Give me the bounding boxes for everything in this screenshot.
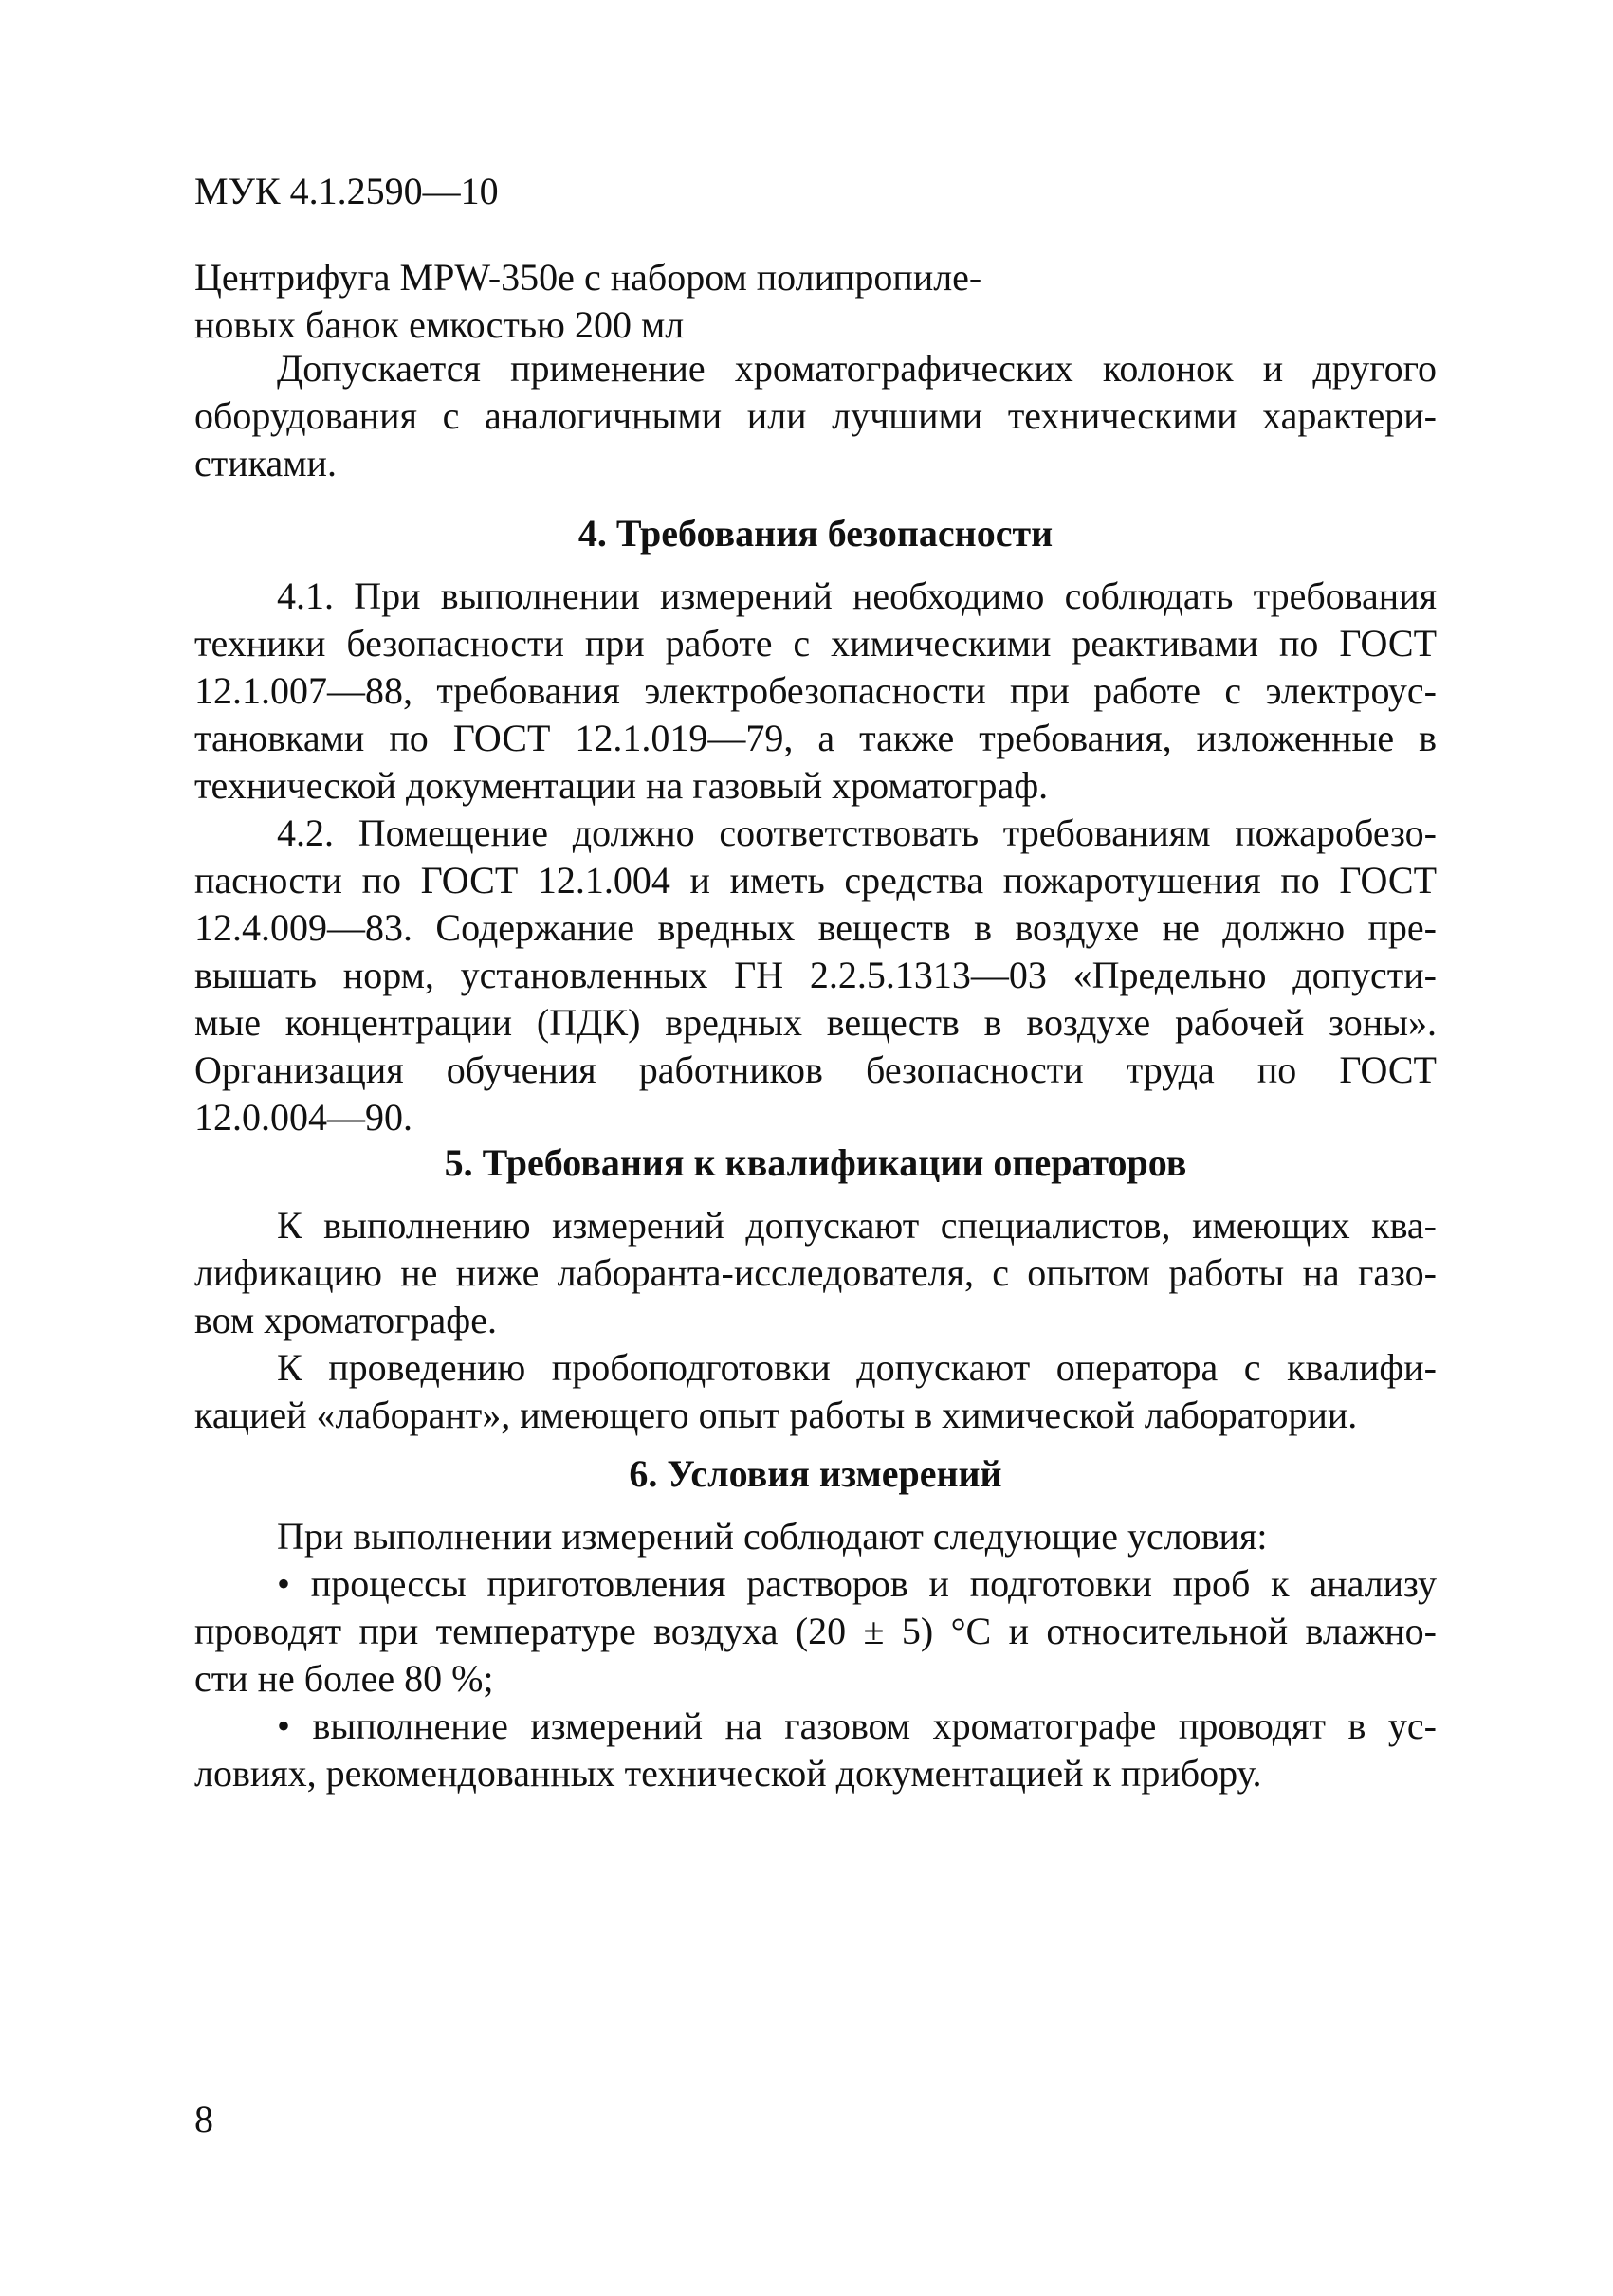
text-line: • выполнение измерений на газовом хроматографе проводят в ус-: [277, 1704, 1437, 1747]
text-line: 12.4.009—83. Содержание вредных веществ в воздухе не должно пре-: [194, 906, 1437, 949]
text-line: сти не более 80 %;: [194, 1657, 494, 1700]
text-line: 4.2. Помещение должно соответствовать требованиям пожаробезо-: [277, 811, 1437, 854]
text-line: 12.1.007—88, требования электробезопасности при работе с электроус-: [194, 669, 1437, 712]
text-line: 12.0.004—90.: [194, 1096, 412, 1139]
equipment-note-paragraph: [194, 345, 1437, 487]
text-line: кацией «лаборант», имеющего опыт работы в химической лаборатории.: [194, 1394, 1358, 1436]
text-line: Центрифуга MPW-350е с набором полипропиле-: [194, 256, 982, 299]
text-line: вышать норм, установленных ГН 2.2.5.1313—03 «Предельно допусти-: [194, 954, 1437, 996]
text-line: ловиях, рекомендованных технической документацией к прибору.: [194, 1752, 1262, 1795]
text-line: проводят при температуре воздуха (20 ± 5) °С и относительной влажно-: [194, 1610, 1437, 1652]
text-line: Допускается применение хроматографических колонок и другого: [277, 347, 1437, 390]
text-line: • процессы приготовления растворов и подготовки проб к анализу: [277, 1562, 1437, 1605]
text-line: стиками.: [194, 442, 337, 484]
section-5-title: 5. Требования к квалификации операторов: [444, 1141, 1187, 1184]
text-line: тановками по ГОСТ 12.1.019—79, а также требования, изложенные в: [194, 717, 1437, 759]
section-4-title: 4. Требования безопасности: [577, 512, 1054, 555]
section-4-paragraph-2: [194, 810, 1437, 1141]
text-line: При выполнении измерений соблюдают следующие условия:: [277, 1515, 1268, 1558]
section-6-bullet-1: [194, 1560, 1437, 1703]
text-line: 4.1. При выполнении измерений необходимо соблюдать требования: [277, 574, 1437, 617]
text-line: лификацию не ниже лаборанта-исследователя, с опытом работы на газо-: [194, 1251, 1437, 1294]
text-line: вом хроматографе.: [194, 1299, 497, 1341]
section-5-paragraph-2: [194, 1344, 1437, 1439]
section-6-intro: [194, 1513, 1437, 1560]
page-number: 8: [194, 2098, 213, 2141]
section-6-title: 6. Условия измерений: [629, 1452, 1002, 1495]
equipment-item: [194, 254, 1437, 349]
text-line: мые концентрации (ПДК) вредных веществ в воздухе рабочей зоны».: [194, 1001, 1437, 1044]
text-line: Организация обучения работников безопасности труда по ГОСТ: [194, 1048, 1437, 1091]
section-5-paragraph-1: [194, 1202, 1437, 1344]
text-line: техники безопасности при работе с химическими реактивами по ГОСТ: [194, 622, 1437, 665]
text-line: К выполнению измерений допускают специалистов, имеющих ква-: [277, 1204, 1437, 1247]
text-line: новых банок емкостью 200 мл: [194, 303, 685, 346]
section-6-bullet-2: [194, 1703, 1437, 1797]
text-line: оборудования с аналогичными или лучшими техническими характери-: [194, 394, 1437, 437]
section-4-paragraph-1: [194, 573, 1437, 810]
document-header: МУК 4.1.2590—10: [194, 170, 499, 212]
text-line: технической документации на газовый хроматограф.: [194, 764, 1049, 807]
text-line: К проведению пробоподготовки допускают оператора с квалифи-: [277, 1346, 1437, 1389]
text-line: пасности по ГОСТ 12.1.004 и иметь средства пожаротушения по ГОСТ: [194, 859, 1437, 902]
